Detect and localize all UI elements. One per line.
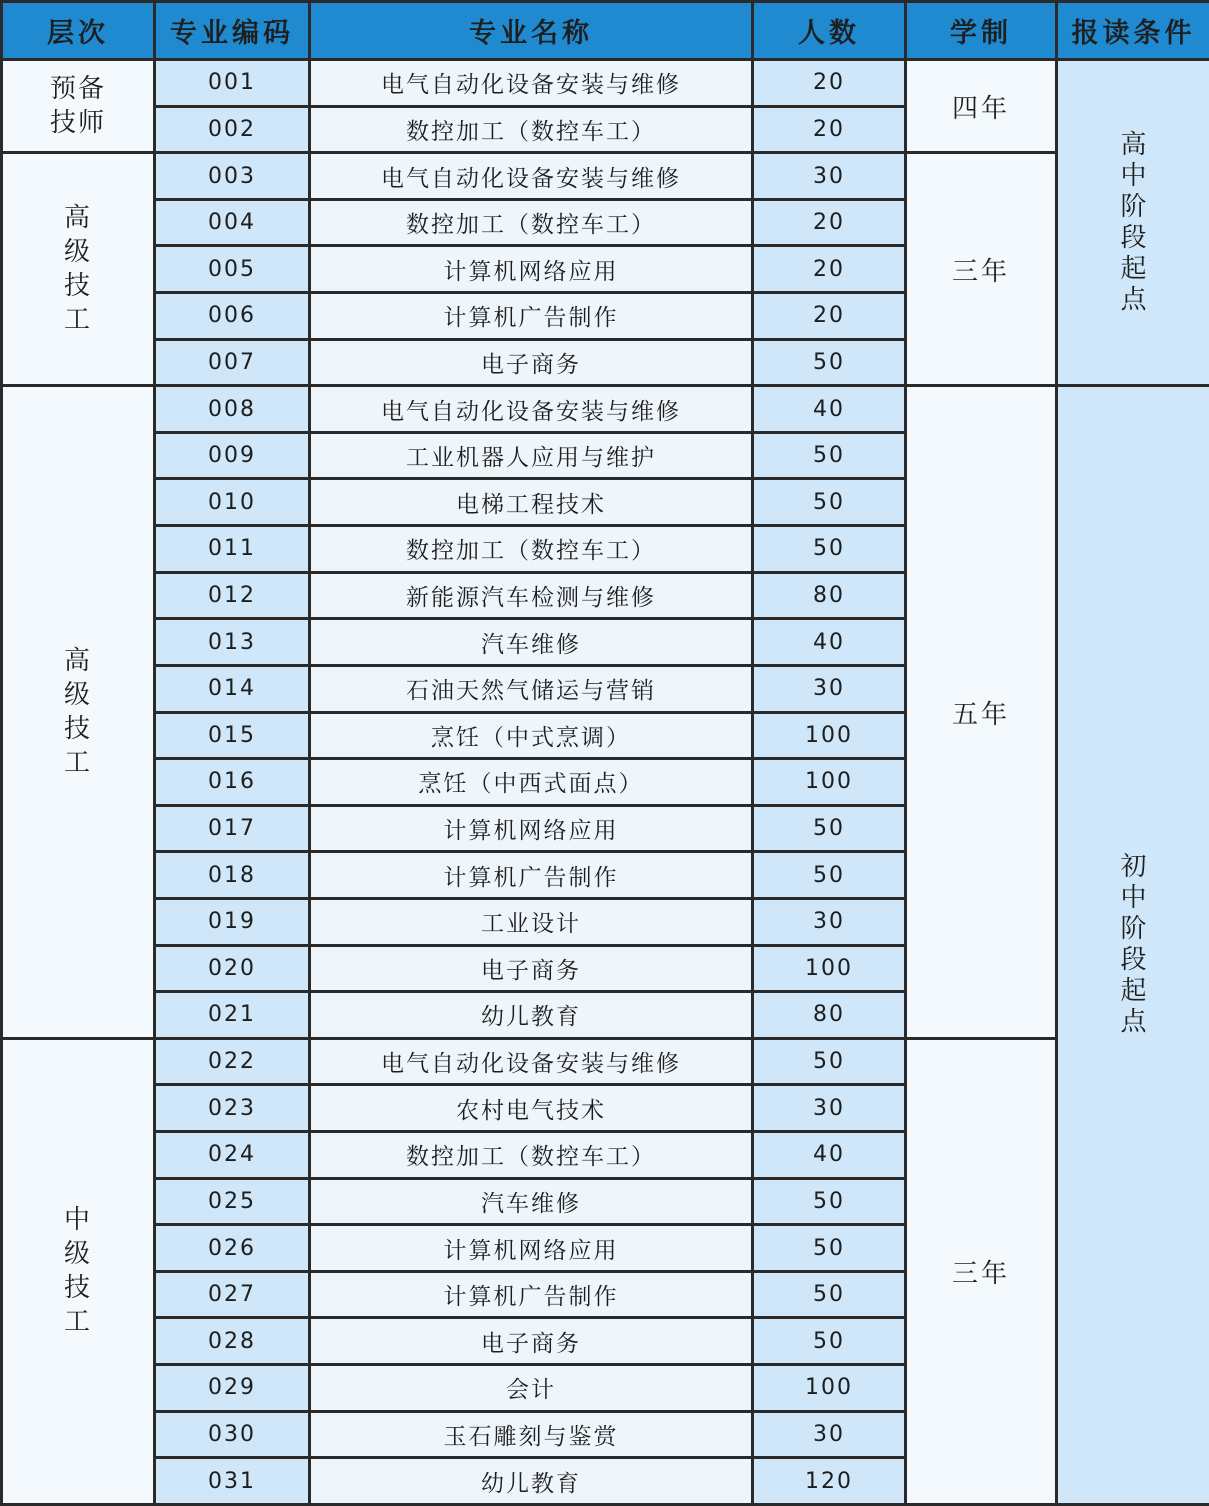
count-cell: 50 [753, 1318, 906, 1365]
count-cell: 50 [753, 526, 906, 573]
count-cell: 30 [753, 898, 906, 945]
level-cell [2, 1038, 155, 1504]
code-cell: 031 [155, 1458, 310, 1505]
name-cell: 烹饪（中西式面点） [310, 759, 753, 806]
count-cell: 30 [753, 665, 906, 712]
name-cell: 电气自动化设备安装与维修 [310, 386, 753, 433]
header-code: 专业编码 [155, 2, 310, 60]
count-cell: 100 [753, 945, 906, 992]
name-cell: 新能源汽车检测与维修 [310, 572, 753, 619]
duration-cell: 三年 [906, 153, 1057, 386]
name-cell: 工业设计 [310, 898, 753, 945]
code-cell: 004 [155, 199, 310, 246]
count-cell: 50 [753, 805, 906, 852]
name-cell: 汽车维修 [310, 1178, 753, 1225]
name-cell: 幼儿教育 [310, 992, 753, 1039]
code-cell: 015 [155, 712, 310, 759]
code-cell: 027 [155, 1271, 310, 1318]
name-cell: 计算机广告制作 [310, 293, 753, 340]
count-cell: 20 [753, 246, 906, 293]
name-cell: 计算机广告制作 [310, 1271, 753, 1318]
header-count: 人数 [753, 2, 906, 60]
name-cell: 工业机器人应用与维护 [310, 432, 753, 479]
count-cell: 50 [753, 1178, 906, 1225]
name-cell: 农村电气技术 [310, 1085, 753, 1132]
name-cell: 电梯工程技术 [310, 479, 753, 526]
duration-cell: 五年 [906, 386, 1057, 1039]
name-cell: 计算机网络应用 [310, 805, 753, 852]
code-cell: 025 [155, 1178, 310, 1225]
table-row [2, 1038, 1209, 1085]
count-cell: 50 [753, 339, 906, 386]
code-cell: 005 [155, 246, 310, 293]
name-cell: 电子商务 [310, 1318, 753, 1365]
level-label: 高 级 技 工 [63, 203, 92, 336]
name-cell: 电气自动化设备安装与维修 [310, 1038, 753, 1085]
name-cell: 计算机广告制作 [310, 852, 753, 899]
level-label: 预备 技师 [49, 74, 106, 139]
count-cell: 30 [753, 1085, 906, 1132]
code-cell: 021 [155, 992, 310, 1039]
count-cell: 20 [753, 293, 906, 340]
name-cell: 电气自动化设备安装与维修 [310, 153, 753, 200]
level-label: 高 级 技 工 [63, 646, 92, 779]
header-name: 专业名称 [310, 2, 753, 60]
code-cell: 014 [155, 665, 310, 712]
code-cell: 009 [155, 432, 310, 479]
level-cell [2, 60, 155, 153]
code-cell: 008 [155, 386, 310, 433]
count-cell: 50 [753, 852, 906, 899]
count-cell: 50 [753, 432, 906, 479]
count-cell: 100 [753, 1365, 906, 1412]
duration-cell: 四年 [906, 60, 1057, 153]
code-cell: 001 [155, 60, 310, 107]
code-cell: 016 [155, 759, 310, 806]
table-row [2, 60, 1209, 107]
count-cell: 100 [753, 759, 906, 806]
name-cell: 计算机网络应用 [310, 1225, 753, 1272]
count-cell: 40 [753, 1132, 906, 1179]
code-cell: 022 [155, 1038, 310, 1085]
code-cell: 029 [155, 1365, 310, 1412]
count-cell: 30 [753, 153, 906, 200]
name-cell: 电子商务 [310, 339, 753, 386]
code-cell: 006 [155, 293, 310, 340]
code-cell: 023 [155, 1085, 310, 1132]
code-cell: 007 [155, 339, 310, 386]
table-row [2, 153, 1209, 200]
code-cell: 010 [155, 479, 310, 526]
code-cell: 026 [155, 1225, 310, 1272]
duration-cell: 三年 [906, 1038, 1057, 1504]
count-cell: 50 [753, 479, 906, 526]
count-cell: 40 [753, 386, 906, 433]
requirement-label: 初 中 阶 段 起 点 [1120, 852, 1147, 1038]
count-cell: 30 [753, 1411, 906, 1458]
code-cell: 011 [155, 526, 310, 573]
name-cell: 数控加工（数控车工） [310, 526, 753, 573]
name-cell: 烹饪（中式烹调） [310, 712, 753, 759]
header-level: 层次 [2, 2, 155, 60]
requirement-label: 高 中 阶 段 起 点 [1120, 129, 1147, 315]
name-cell: 会计 [310, 1365, 753, 1412]
name-cell: 玉石雕刻与鉴赏 [310, 1411, 753, 1458]
code-cell: 019 [155, 898, 310, 945]
name-cell: 电子商务 [310, 945, 753, 992]
requirement-cell [1057, 60, 1209, 386]
code-cell: 028 [155, 1318, 310, 1365]
name-cell: 石油天然气储运与营销 [310, 665, 753, 712]
requirement-cell [1057, 386, 1209, 1505]
count-cell: 40 [753, 619, 906, 666]
code-cell: 018 [155, 852, 310, 899]
table-row [2, 386, 1209, 433]
code-cell: 030 [155, 1411, 310, 1458]
count-cell: 20 [753, 106, 906, 153]
count-cell: 100 [753, 712, 906, 759]
level-label: 中 级 技 工 [63, 1205, 92, 1338]
level-cell [2, 386, 155, 1039]
count-cell: 80 [753, 572, 906, 619]
header-duration: 学制 [906, 2, 1057, 60]
code-cell: 024 [155, 1132, 310, 1179]
count-cell: 50 [753, 1038, 906, 1085]
code-cell: 020 [155, 945, 310, 992]
code-cell: 012 [155, 572, 310, 619]
name-cell: 数控加工（数控车工） [310, 199, 753, 246]
code-cell: 013 [155, 619, 310, 666]
header-row [2, 2, 1209, 60]
code-cell: 002 [155, 106, 310, 153]
code-cell: 017 [155, 805, 310, 852]
name-cell: 数控加工（数控车工） [310, 106, 753, 153]
count-cell: 50 [753, 1271, 906, 1318]
count-cell: 80 [753, 992, 906, 1039]
name-cell: 电气自动化设备安装与维修 [310, 60, 753, 107]
name-cell: 汽车维修 [310, 619, 753, 666]
name-cell: 计算机网络应用 [310, 246, 753, 293]
count-cell: 50 [753, 1225, 906, 1272]
count-cell: 120 [753, 1458, 906, 1505]
name-cell: 数控加工（数控车工） [310, 1132, 753, 1179]
level-cell [2, 153, 155, 386]
count-cell: 20 [753, 199, 906, 246]
header-requirement: 报读条件 [1057, 2, 1209, 60]
count-cell: 20 [753, 60, 906, 107]
code-cell: 003 [155, 153, 310, 200]
name-cell: 幼儿教育 [310, 1458, 753, 1505]
